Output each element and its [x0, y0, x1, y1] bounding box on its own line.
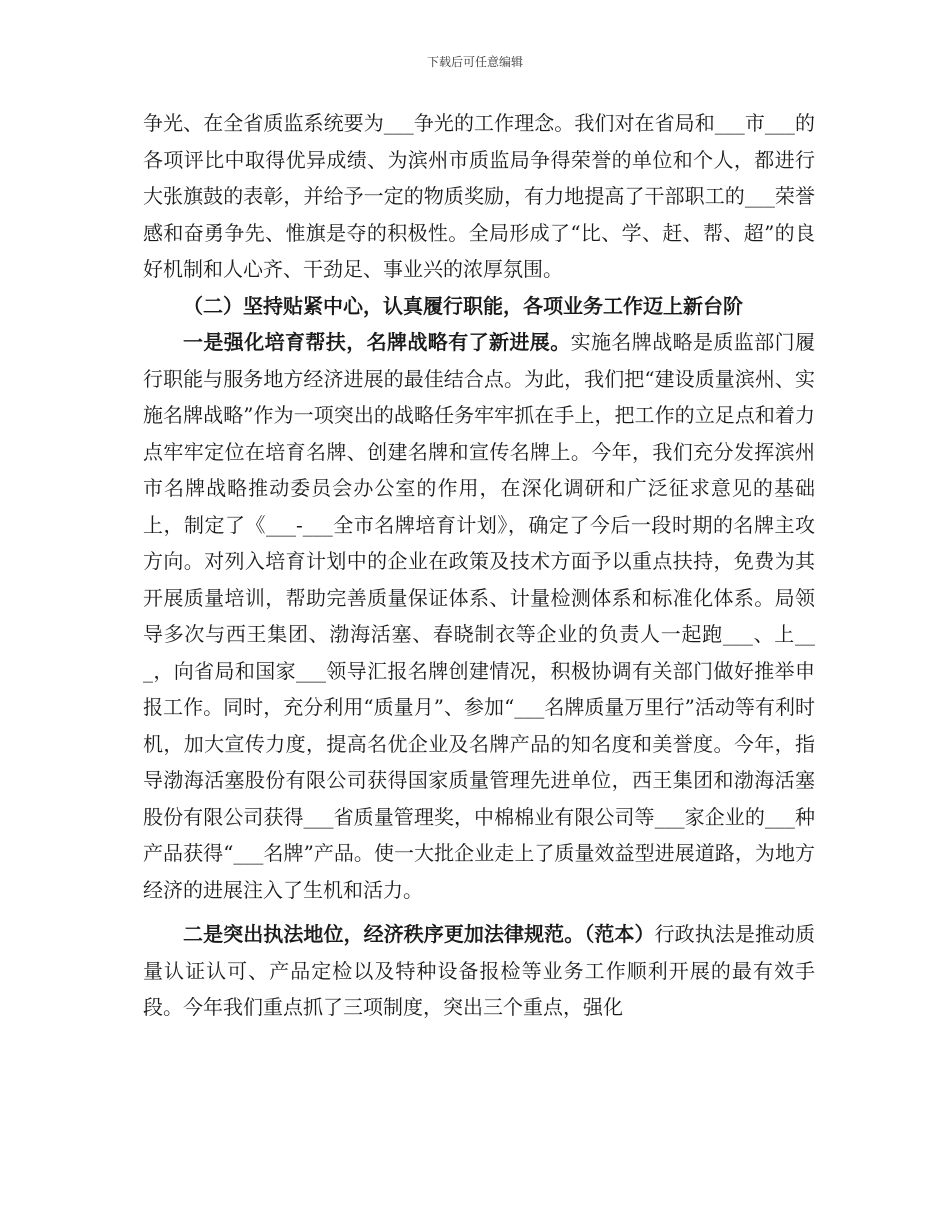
document-body	[143, 105, 815, 1026]
paragraph-gap	[143, 908, 815, 916]
paragraph-lead-text: 一是强化培育帮扶，名牌战略有了新进展。	[183, 330, 571, 354]
paragraph-continuation: 争光、在全省质监系统要为___争光的工作理念。我们对在省局和___市___的各项评比中取得优异成绩、为滨州市质监局争得荣誉的单位和个人，都进行大张旗鼓的表彰，并给予一定的物质奖励，有力地提高了干部职工的___荣誉感和奋勇争先、惟旗是夺的积极性。全局形成了“比、学、赶、帮、超”的良好机制和人心齐、干劲足、事业兴的浓厚氛围。	[143, 111, 815, 281]
paragraph-lead-text: 二是突出执法地位，经济秩序更加法律规范。（范本）	[183, 922, 655, 946]
paragraph-law-enforcement	[143, 916, 815, 1026]
page-header: 下载后可任意编辑	[426, 55, 523, 69]
section-heading: （二）坚持贴紧中心，认真履行职能，各项业务工作迈上新台阶	[183, 293, 743, 318]
paragraph-body-text: 实施名牌战略是质监部门履行职能与服务地方经济进展的最佳结合点。为此，我们把“建设质量滨州、实施名牌战略”作为一项突出的战略任务牢牢抓在手上，把工作的立足点和着力点牢牢定位在培育名牌、创建名牌和宣传名牌上。今年，我们充分发挥滨州市名牌战略推动委员会办公室的作用，在深化调研和广泛征求意见的基础上，制定了《___-___全市名牌培育计划》，确定了今后一段时期的名牌主攻方向。对列入培育计划中的企业在政策及技术方面予以重点扶持，免费为其开展质量培训，帮助完善质量保证体系、计量检测体系和标准化体系。局领导多次与西王集团、渤海活塞、春晓制衣等企业的负责人一起跑___、上___，向省局和国家___领导汇报名牌创建情况，积极协调有关部门做好推举申报工作。同时，充分利用“质量月”、参加“___名牌质量万里行”活动等有利时机，加大宣传力度，提高名优企业及名牌产品的知名度和美誉度。今年，指导渤海活塞股份有限公司获得国家质量管理先进单位，西王集团和渤海活塞股份有限公司获得___省质量管理奖，中棉棉业有限公司等___家企业的___种产品获得“___名牌”产品。使一大批企业走上了质量效益型进展道路，为地方经济的进展注入了生机和活力。	[143, 330, 816, 902]
paragraph-brand-strategy	[143, 324, 815, 908]
paragraph-body-text: 行政执法是推动质量认证认可、产品定检以及特种设备报检等业务工作顺利开展的最有效手段。今年我们重点抓了三项制度，突出三个重点，强化	[143, 922, 816, 1019]
